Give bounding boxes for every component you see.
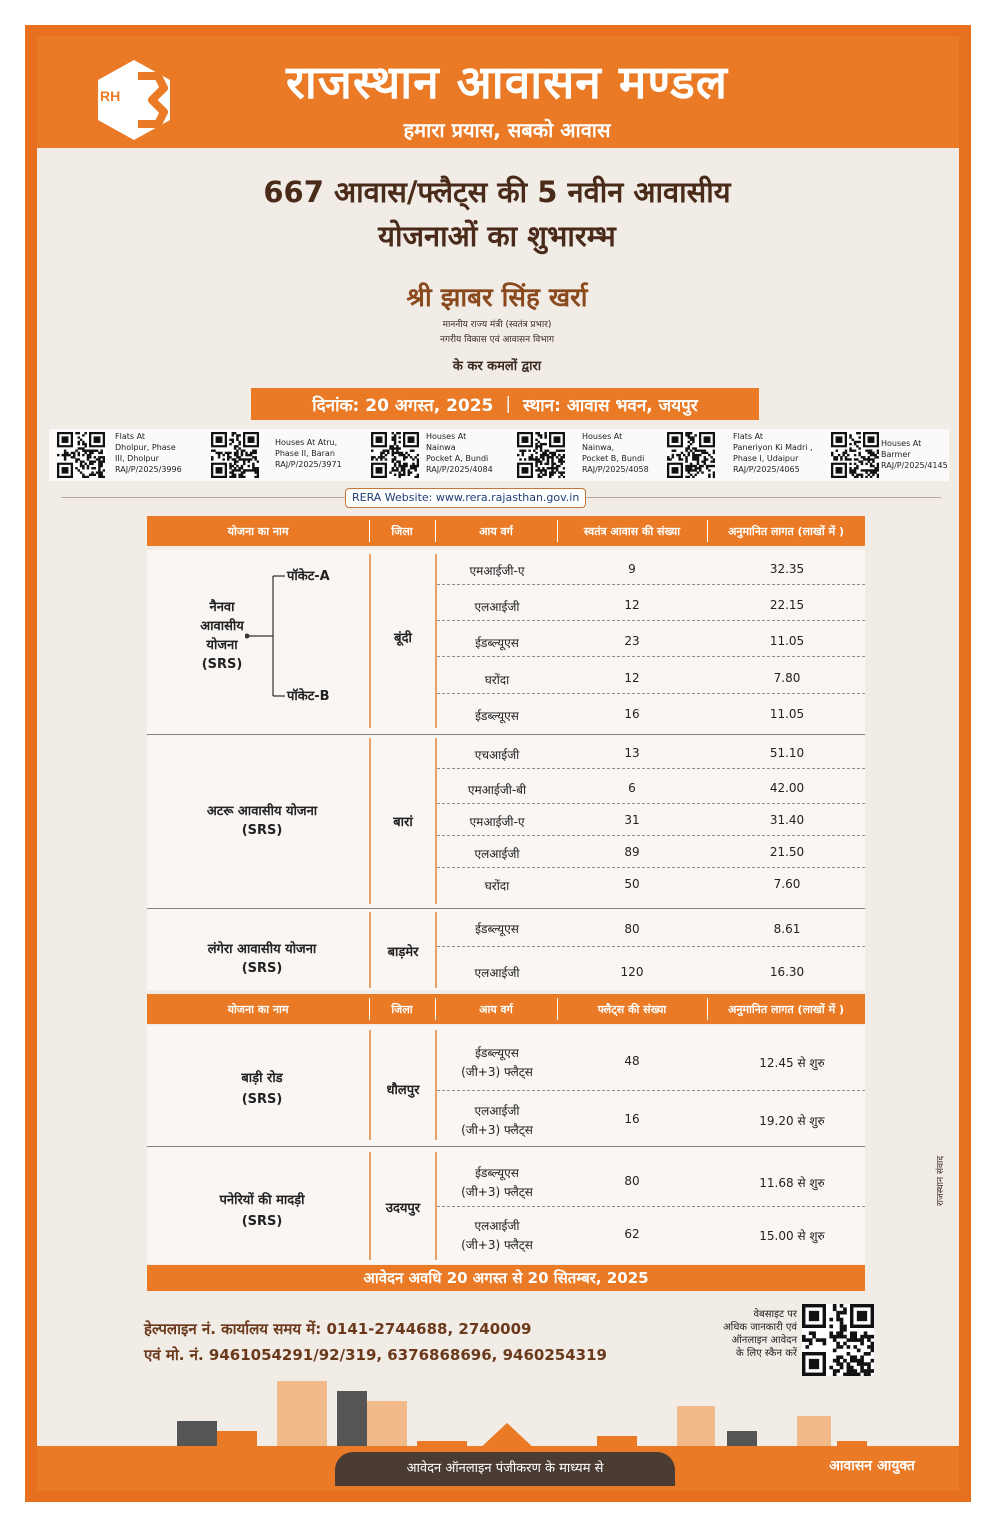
org-tagline: हमारा प्रयास, सबको आवास bbox=[403, 118, 611, 142]
pocket-b-label: पॉकेट-B bbox=[287, 689, 330, 704]
row-category: एमआईजी-ए bbox=[469, 815, 525, 829]
scheme-name-nainwa: नैनवा आवासीय योजना (SRS) bbox=[200, 600, 244, 672]
advertisement bbox=[37, 36, 959, 1491]
row-category: एलआईजी (जी+3) फ्लैट्स bbox=[461, 1104, 533, 1137]
headline-line-2: योजनाओं का शुभारम्भ bbox=[378, 219, 616, 253]
application-period-bar: आवेदन अवधि 20 अगस्त से 20 सितम्बर, 2025 bbox=[147, 1265, 865, 1291]
row-count: 6 bbox=[628, 781, 636, 795]
row-category: एचआईजी bbox=[474, 748, 520, 762]
header-flat-count: फ्लैट्स की संख्या bbox=[597, 1002, 667, 1016]
row-count: 12 bbox=[624, 598, 640, 612]
qr-label: Houses At Nainwa Pocket A, Bundi RAJ/P/2025/4084 bbox=[426, 432, 493, 474]
pocket-bracket-icon bbox=[245, 574, 289, 706]
logo-text: RH bbox=[100, 88, 121, 104]
table2-header bbox=[147, 994, 865, 1024]
helpline-line-1: हेल्पलाइन नं. कार्यालय समय में: 0141-2744688, 2740009 bbox=[144, 1320, 532, 1338]
row-count: 120 bbox=[620, 965, 644, 979]
header-district: जिला bbox=[391, 524, 413, 538]
row-category: ईडब्ल्यूएस (जी+3) फ्लैट्स bbox=[461, 1166, 533, 1199]
event-date: दिनांक: 20 अगस्त, 2025 bbox=[312, 395, 494, 416]
row-count: 50 bbox=[624, 877, 640, 891]
pocket-a-label: पॉकेट-A bbox=[287, 569, 330, 584]
row-count: 80 bbox=[624, 1174, 640, 1188]
qr-label: Flats At Dholpur, Phase III, Dholpur RAJ/P/2025/3996 bbox=[115, 432, 182, 474]
rera-qr-strip bbox=[49, 429, 949, 481]
row-cost: 31.40 bbox=[769, 813, 805, 827]
row-count: 23 bbox=[624, 634, 640, 648]
header-district: जिला bbox=[391, 1002, 413, 1016]
qr-label: Houses At Nainwa, Pocket B, Bundi RAJ/P/2025/4058 bbox=[582, 432, 649, 474]
row-cost: 15.00 से शुरु bbox=[759, 1229, 825, 1243]
row-category: एलआईजी bbox=[474, 847, 520, 861]
row-category: एलआईजी bbox=[474, 966, 520, 980]
row-category: ईडब्ल्यूएस bbox=[475, 922, 519, 936]
header-income-group: आय वर्ग bbox=[479, 524, 513, 538]
table2-body bbox=[147, 1026, 865, 1264]
header-unit-count: स्वतंत्र आवास की संख्या bbox=[583, 524, 681, 538]
district-barmer: बाड़मेर bbox=[387, 945, 419, 960]
row-count: 48 bbox=[624, 1054, 640, 1068]
row-cost: 42.00 bbox=[769, 781, 805, 795]
row-category: एमआईजी-ए bbox=[469, 564, 525, 578]
table1-header bbox=[147, 516, 865, 546]
row-cost: 12.45 से शुरु bbox=[759, 1056, 825, 1070]
row-cost: 19.20 से शुरु bbox=[759, 1114, 825, 1128]
by-hands-text: के कर कमलों द्वारा bbox=[452, 359, 542, 374]
row-cost: 51.10 bbox=[769, 746, 805, 760]
minister-name: श्री झाबर सिंह खर्रा bbox=[406, 283, 588, 313]
scheme-name-paneriyon-ki-madri: पनेरियों की मादड़ी (SRS) bbox=[219, 1193, 305, 1229]
header-scheme-name: योजना का नाम bbox=[227, 1002, 289, 1016]
qr-code-icon[interactable] bbox=[517, 432, 565, 478]
row-count: 12 bbox=[624, 671, 640, 685]
row-category: ईडब्ल्यूएस (जी+3) फ्लैट्स bbox=[461, 1046, 533, 1079]
row-cost: 7.60 bbox=[773, 877, 801, 891]
qr-label: Houses At Atru, Phase II, Baran RAJ/P/2025/3971 bbox=[275, 438, 342, 469]
rera-website-link[interactable]: RERA Website: www.rera.rajasthan.gov.in bbox=[345, 488, 586, 508]
row-cost: 22.15 bbox=[769, 598, 805, 612]
row-category: ईडब्ल्यूएस bbox=[475, 709, 519, 723]
headline-line-1: 667 आवास/फ्लैट्स की 5 नवीन आवासीय bbox=[263, 175, 731, 209]
row-category: एलआईजी bbox=[474, 600, 520, 614]
org-title: राजस्थान आवासन मण्डल bbox=[286, 55, 728, 109]
qr-code-icon[interactable] bbox=[831, 432, 879, 478]
event-date-venue-bar bbox=[251, 388, 759, 420]
header-estimated-cost: अनुमानित लागत (लाखों में ) bbox=[727, 524, 845, 538]
online-registration-note: आवेदन ऑनलाइन पंजीकरण के माध्यम से bbox=[335, 1452, 675, 1486]
row-count: 16 bbox=[624, 707, 640, 721]
row-cost: 7.80 bbox=[773, 671, 801, 685]
header-income-group: आय वर्ग bbox=[479, 1002, 513, 1016]
designation-line-1: माननीय राज्य मंत्री (स्वतंत्र प्रभार) bbox=[442, 320, 552, 330]
row-count: 13 bbox=[624, 746, 640, 760]
header-scheme-name: योजना का नाम bbox=[227, 524, 289, 538]
header-estimated-cost: अनुमानित लागत (लाखों में ) bbox=[727, 1002, 845, 1016]
table1-body bbox=[147, 550, 865, 990]
row-count: 9 bbox=[628, 562, 636, 576]
headline bbox=[137, 170, 857, 258]
row-count: 62 bbox=[624, 1227, 640, 1241]
row-cost: 16.30 bbox=[769, 965, 805, 979]
row-category: एमआईजी-बी bbox=[467, 783, 527, 797]
row-category: घरोंदा bbox=[484, 673, 510, 687]
minister-designation bbox=[337, 318, 657, 348]
row-category: घरोंदा bbox=[484, 879, 510, 893]
row-count: 89 bbox=[624, 845, 640, 859]
helpline-line-2: एवं मो. नं. 9461054291/92/319, 6376868696, 9460254319 bbox=[144, 1346, 607, 1364]
row-count: 16 bbox=[624, 1112, 640, 1126]
district-udaipur: उदयपुर bbox=[385, 1201, 421, 1216]
housing-commissioner: आवासन आयुक्त bbox=[829, 1458, 915, 1474]
qr-code-icon[interactable] bbox=[57, 432, 105, 478]
row-cost: 11.05 bbox=[769, 634, 805, 648]
row-cost: 8.61 bbox=[773, 922, 801, 936]
row-category: ईडब्ल्यूएस bbox=[475, 636, 519, 650]
district-bundi: बूंदी bbox=[394, 631, 412, 646]
qr-code-icon[interactable] bbox=[667, 432, 715, 478]
row-cost: 32.35 bbox=[769, 562, 805, 576]
scheme-name-langera: लंगेरा आवासीय योजना (SRS) bbox=[207, 942, 317, 976]
qr-code-icon[interactable] bbox=[371, 432, 419, 478]
designation-line-2: नगरीय विकास एवं आवासन विभाग bbox=[439, 335, 555, 345]
district-baran: बारां bbox=[393, 815, 413, 830]
scan-instruction: वेबसाइट पर अधिक जानकारी एवं ऑनलाइन आवेदन के लिए स्कैन करें bbox=[722, 1309, 797, 1359]
qr-label: Houses At Barmer RAJ/P/2025/4145 bbox=[881, 439, 948, 470]
row-category: एलआईजी (जी+3) फ्लैट्स bbox=[461, 1219, 533, 1252]
qr-code-icon[interactable] bbox=[211, 432, 259, 478]
qr-label: Flats At Paneriyon Ki Madri , Phase I, Udaipur RAJ/P/2025/4065 bbox=[733, 432, 813, 474]
row-count: 31 bbox=[624, 813, 640, 827]
row-cost: 21.50 bbox=[769, 845, 805, 859]
scheme-name-atru: अटरू आवासीय योजना (SRS) bbox=[206, 804, 318, 838]
scheme-name-bari-road: बाड़ी रोड (SRS) bbox=[241, 1071, 283, 1107]
side-credit: राजस्थान संवाद bbox=[936, 1155, 946, 1206]
event-separator: | bbox=[505, 394, 512, 414]
row-count: 80 bbox=[624, 922, 640, 936]
event-venue: स्थान: आवास भवन, जयपुर bbox=[523, 395, 698, 416]
row-cost: 11.68 से शुरु bbox=[759, 1176, 825, 1190]
row-cost: 11.05 bbox=[769, 707, 805, 721]
district-dholpur: धौलपुर bbox=[386, 1083, 420, 1098]
